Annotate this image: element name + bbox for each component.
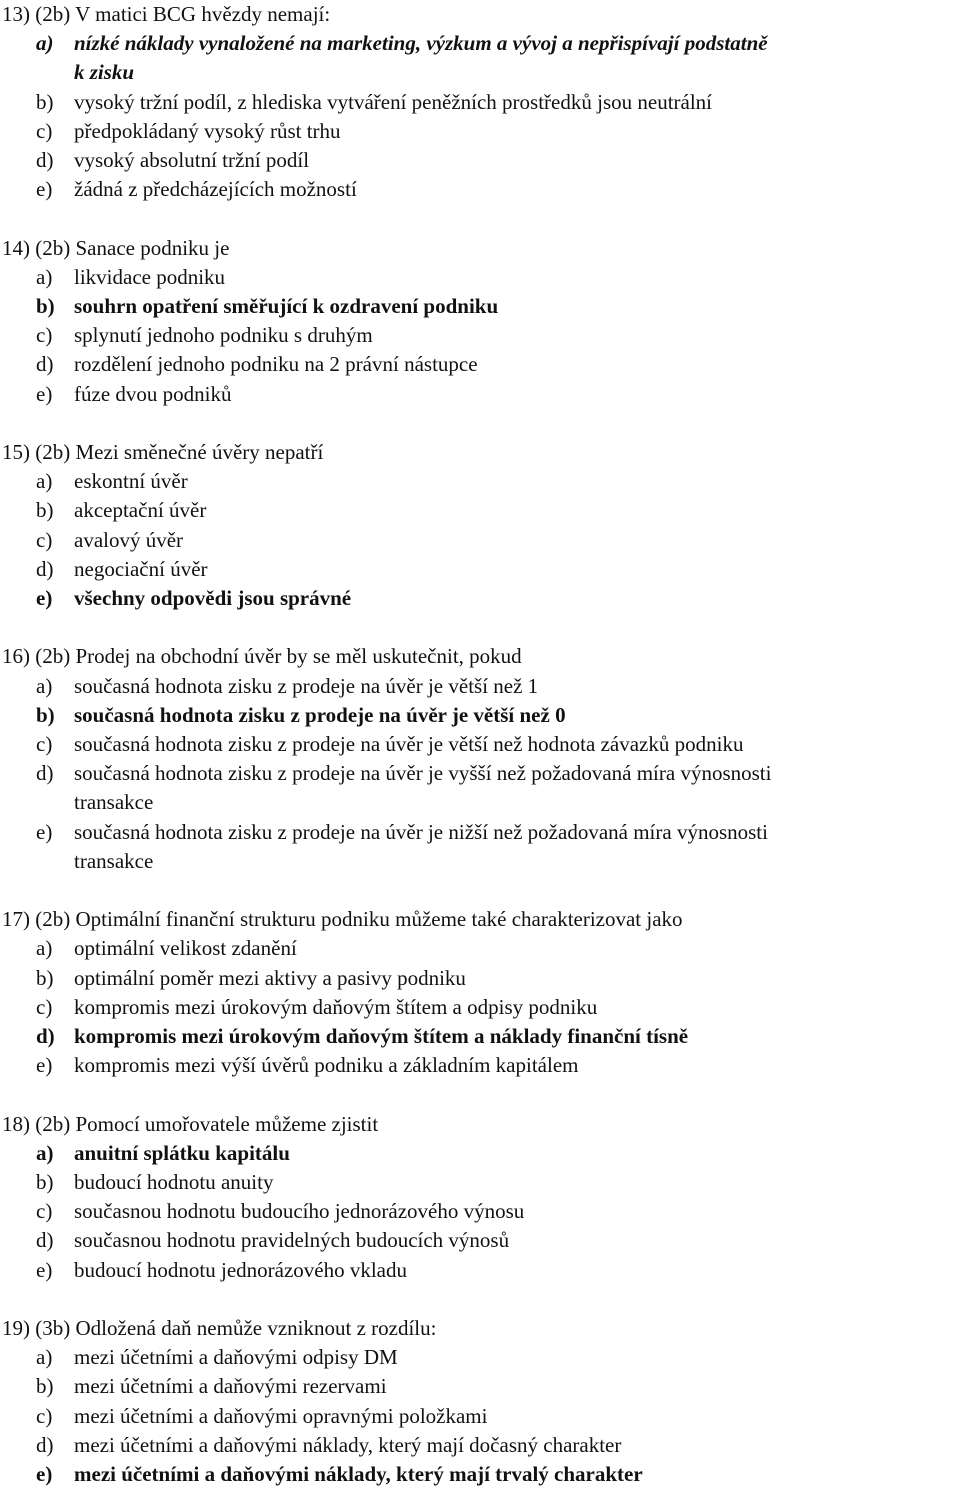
option-label: e) [36, 1053, 53, 1078]
option-label: e) [36, 819, 53, 844]
option-label: b) [36, 498, 54, 523]
question-points: (2b) [35, 907, 71, 932]
question-points: (3b) [35, 1316, 71, 1340]
answer-option [0, 526, 960, 555]
option-text: mezi účetními a daňovými odpisy DM [74, 1345, 398, 1370]
question-points: (2b) [35, 2, 71, 26]
option-label: b) [36, 965, 54, 990]
option-text: souhrn opatření směřující k ozdravení podniku [74, 294, 499, 318]
question-heading [2, 1110, 378, 1139]
question-number: 19) [2, 1316, 30, 1340]
option-text: optimální velikost zdanění [74, 936, 297, 961]
answer-option [0, 380, 960, 409]
answer-option [0, 146, 960, 175]
question-heading [2, 0, 330, 29]
answer-option [0, 350, 960, 379]
option-label: c) [36, 1403, 53, 1428]
answer-option [0, 1051, 960, 1080]
option-label: b) [36, 89, 54, 114]
option-label: a) [36, 31, 54, 56]
question-text: Sanace podniku je [75, 235, 230, 260]
question-number: 13) [2, 2, 30, 26]
answer-option [0, 29, 960, 58]
option-text: budoucí hodnotu jednorázového vkladu [74, 1257, 408, 1282]
answer-option [0, 175, 960, 204]
answer-option [0, 1402, 960, 1431]
answer-option [0, 1226, 960, 1255]
option-label: a) [36, 1140, 54, 1165]
option-text: současná hodnota zisku z prodeje na úvěr je větší než 0 [74, 702, 566, 727]
answer-option-continuation [0, 58, 960, 87]
answer-option [0, 467, 960, 496]
option-text: kompromis mezi výší úvěrů podniku a základním kapitálem [74, 1053, 579, 1078]
answer-option [0, 730, 960, 759]
question-number: 15) [2, 440, 30, 464]
option-label: a) [36, 469, 53, 494]
answer-option [0, 1460, 960, 1489]
answer-option [0, 1343, 960, 1372]
option-text: k zisku [74, 60, 135, 85]
option-label: c) [36, 732, 53, 756]
question-text: V matici BCG hvězdy nemají: [75, 2, 331, 26]
option-label: d) [36, 1432, 54, 1457]
option-label: d) [36, 148, 54, 172]
option-text: transakce [74, 790, 154, 815]
option-text: likvidace podniku [74, 264, 226, 289]
option-label: c) [36, 527, 53, 552]
answer-option [0, 1372, 960, 1401]
option-text: akceptační úvěr [74, 498, 207, 523]
option-text: splynutí jednoho podniku s druhým [74, 323, 373, 348]
option-label: e) [36, 586, 53, 610]
option-label: d) [36, 556, 54, 581]
option-text: žádná z předcházejících možností [74, 177, 357, 202]
question-heading [2, 905, 683, 934]
option-label: b) [36, 1374, 54, 1399]
option-label: b) [36, 1170, 54, 1194]
option-text: současná hodnota zisku z prodeje na úvěr je větší než hodnota závazků podniku [74, 732, 744, 756]
option-text: kompromis mezi úrokovým daňovým štítem a odpisy podniku [74, 994, 598, 1019]
option-label: e) [36, 381, 53, 406]
option-text: současná hodnota zisku z prodeje na úvěr je větší než 1 [74, 673, 539, 698]
option-text: mezi účetními a daňovými opravnými položkami [74, 1403, 488, 1428]
question-text: Odložená daň nemůže vzniknout z rozdílu: [75, 1316, 437, 1340]
answer-option [0, 1168, 960, 1197]
answer-option [0, 496, 960, 525]
answer-option [0, 1431, 960, 1460]
option-text: všechny odpovědi jsou správné [74, 586, 352, 610]
option-text: eskontní úvěr [74, 469, 188, 494]
question-heading [2, 234, 229, 263]
option-text: mezi účetními a daňovými náklady, který mají dočasný charakter [74, 1432, 622, 1457]
answer-option [0, 263, 960, 292]
option-text: mezi účetními a daňovými rezervami [74, 1374, 387, 1399]
answer-option [0, 1256, 960, 1285]
option-label: c) [36, 994, 53, 1019]
answer-option [0, 584, 960, 613]
option-label: c) [36, 118, 53, 143]
question-number: 14) [2, 235, 30, 260]
answer-option [0, 934, 960, 963]
answer-option [0, 993, 960, 1022]
answer-option-continuation [0, 847, 960, 876]
option-text: budoucí hodnotu anuity [74, 1170, 274, 1194]
answer-option [0, 759, 960, 788]
option-text: současnou hodnotu pravidelných budoucích výnosů [74, 1228, 510, 1253]
option-label: c) [36, 1199, 53, 1224]
option-text: předpokládaný vysoký růst trhu [74, 118, 341, 143]
question-points: (2b) [35, 235, 71, 260]
answer-option [0, 818, 960, 847]
answer-option [0, 672, 960, 701]
question-number: 17) [2, 907, 30, 932]
option-label: b) [36, 702, 55, 727]
question-text: Optimální finanční strukturu podniku můžeme také charakterizovat jako [75, 907, 683, 932]
answer-option [0, 321, 960, 350]
answer-option-continuation [0, 788, 960, 817]
question-text: Pomocí umořovatele můžeme zjistit [75, 1111, 379, 1136]
option-text: vysoký absolutní tržní podíl [74, 148, 310, 172]
answer-option [0, 964, 960, 993]
option-text: anuitní splátku kapitálu [74, 1140, 290, 1165]
question-points: (2b) [35, 440, 71, 464]
option-text: optimální poměr mezi aktivy a pasivy podniku [74, 965, 466, 990]
option-text: rozdělení jednoho podniku na 2 právní nástupce [74, 352, 478, 377]
option-text: kompromis mezi úrokovým daňovým štítem a náklady finanční tísně [74, 1024, 689, 1048]
option-text: transakce [74, 848, 154, 873]
option-label: a) [36, 1345, 53, 1370]
option-label: a) [36, 936, 53, 961]
answer-option [0, 701, 960, 730]
option-label: d) [36, 761, 54, 786]
option-text: fúze dvou podniků [74, 381, 232, 406]
question-text: Mezi směnečné úvěry nepatří [75, 440, 324, 464]
question-heading [2, 1314, 436, 1343]
option-label: b) [36, 294, 55, 318]
answer-option [0, 555, 960, 584]
option-label: a) [36, 264, 53, 289]
question-points: (2b) [35, 1111, 71, 1136]
answer-option [0, 292, 960, 321]
option-label: e) [36, 1462, 53, 1486]
answer-option [0, 88, 960, 117]
answer-option [0, 1022, 960, 1051]
option-text: nízké náklady vynaložené na marketing, výzkum a vývoj a nepřispívají podstatně [74, 31, 768, 56]
question-heading [2, 642, 522, 671]
option-text: vysoký tržní podíl, z hlediska vytváření peněžních prostředků jsou neutrální [74, 89, 713, 114]
question-text: Prodej na obchodní úvěr by se měl uskutečnit, pokud [75, 644, 522, 669]
option-label: d) [36, 1228, 54, 1253]
option-label: e) [36, 177, 53, 202]
answer-option [0, 1197, 960, 1226]
option-label: d) [36, 352, 54, 377]
option-text: avalový úvěr [74, 527, 184, 552]
option-text: současná hodnota zisku z prodeje na úvěr je vyšší než požadovaná míra výnosnosti [74, 761, 772, 786]
question-number: 16) [2, 644, 30, 669]
answer-option [0, 1139, 960, 1168]
option-label: e) [36, 1257, 53, 1282]
option-text: současná hodnota zisku z prodeje na úvěr je nižší než požadovaná míra výnosnosti [74, 819, 768, 844]
option-text: mezi účetními a daňovými náklady, který mají trvalý charakter [74, 1462, 643, 1486]
option-text: negociační úvěr [74, 556, 208, 581]
option-label: d) [36, 1024, 55, 1048]
question-points: (2b) [35, 644, 71, 669]
option-label: c) [36, 323, 53, 348]
option-label: a) [36, 673, 53, 698]
question-number: 18) [2, 1111, 30, 1136]
question-heading [2, 438, 323, 467]
option-text: současnou hodnotu budoucího jednorázového výnosu [74, 1199, 525, 1224]
answer-option [0, 117, 960, 146]
